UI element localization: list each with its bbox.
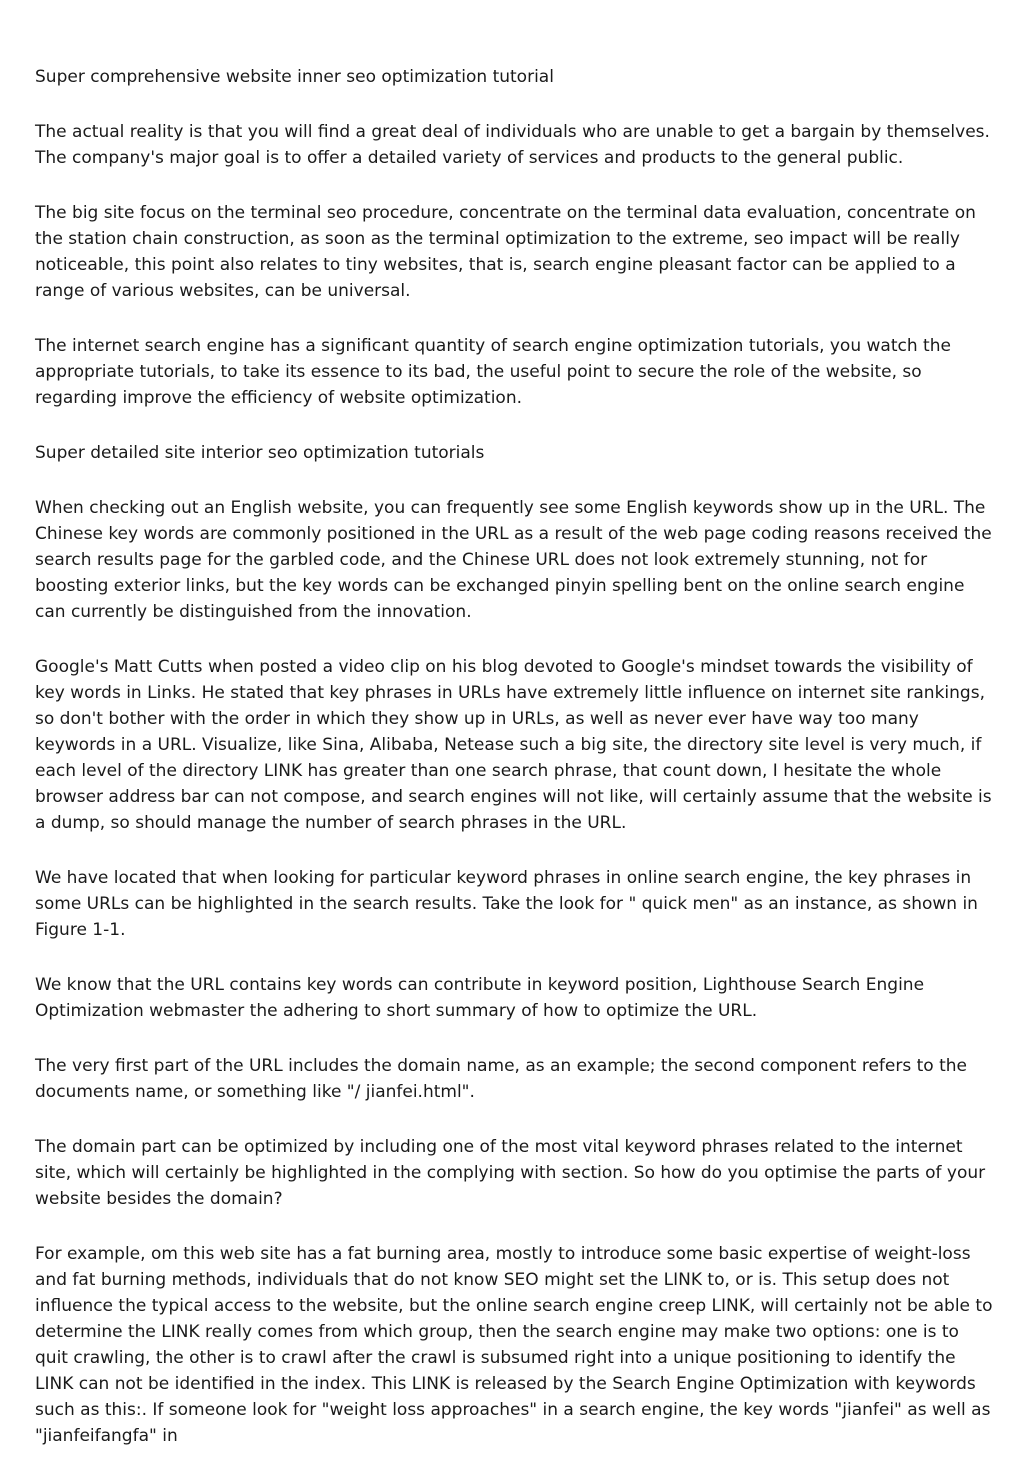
document-title: Super comprehensive website inner seo optimization tutorial	[35, 67, 554, 87]
document-body	[35, 64, 993, 1478]
paragraph: The big site focus on the terminal seo procedure, concentrate on the terminal data evaluation, concentrate on the station chain construction, as soon as the terminal optimization to the extreme, seo impact will be really noticeable, this point also relates to tiny websites, that is, search engine pleasant factor can be applied to a range of various websites, can be universal.	[35, 203, 976, 301]
paragraph: We know that the URL contains key words can contribute in keyword position, Lighthouse Search Engine Optimization webmaster the adhering to short summary of how to optimize the URL.	[35, 975, 925, 1021]
paragraph: The actual reality is that you will find a great deal of individuals who are unable to get a bargain by themselves. The company's major goal is to offer a detailed variety of services and products to the general public.	[35, 122, 990, 168]
paragraph: We have located that when looking for particular keyword phrases in online search engine, the key phrases in some URLs can be highlighted in the search results. Take the look for " quick men" as an instance, as shown in Figure 1-1.	[35, 868, 978, 940]
paragraph: When checking out an English website, you can frequently see some English keywords show up in the URL. The Chinese key words are commonly positioned in the URL as a result of the web page coding reasons received the search results page for the garbled code, and the Chinese URL does not look extremely stunning, not for boosting exterior links, but the key words can be exchanged pinyin spelling bent on the online search engine can currently be distinguished from the innovation.	[35, 498, 992, 622]
paragraph: Google's Matt Cutts when posted a video clip on his blog devoted to Google's mindset towards the visibility of key words in Links. He stated that key phrases in URLs have extremely little influence on internet site rankings, so don't bother with the order in which they show up in URLs, as well as never ever have way too many keywords in a URL. Visualize, like Sina, Alibaba, Netease such a big site, the directory site level is very much, if each level of the directory LINK has greater than one search phrase, that count down, I hesitate the whole browser address bar can not compose, and search engines will not like, will certainly assume that the website is a dump, so should manage the number of search phrases in the URL.	[35, 657, 992, 833]
paragraph: The very first part of the URL includes the domain name, as an example; the second component refers to the documents name, or something like "/ jianfei.html".	[35, 1056, 967, 1102]
paragraph: For example, om this web site has a fat burning area, mostly to introduce some basic expertise of weight-loss and fat burning methods, individuals that do not know SEO might set the LINK to, or is. This setup does not influence the typical access to the website, but the online search engine creep LINK, will certainly not be able to determine the LINK really comes from which group, then the search engine may make two options: one is to quit crawling, the other is to crawl after the crawl is subsumed right into a unique positioning to identify the LINK can not be identified in the index. This LINK is released by the Search Engine Optimization with keywords such as this:. If someone look for "weight loss approaches" in a search engine, the key words "jianfei" as well as "jianfeifangfa" in	[35, 1244, 993, 1446]
section-heading: Super detailed site interior seo optimization tutorials	[35, 443, 485, 463]
paragraph: The internet search engine has a significant quantity of search engine optimization tutorials, you watch the appropriate tutorials, to take its essence to its bad, the useful point to secure the role of the website, so regarding improve the efficiency of website optimization.	[35, 336, 951, 408]
paragraph: The domain part can be optimized by including one of the most vital keyword phrases related to the internet site, which will certainly be highlighted in the complying with section. So how do you optimise the parts of your website besides the domain?	[35, 1137, 986, 1209]
